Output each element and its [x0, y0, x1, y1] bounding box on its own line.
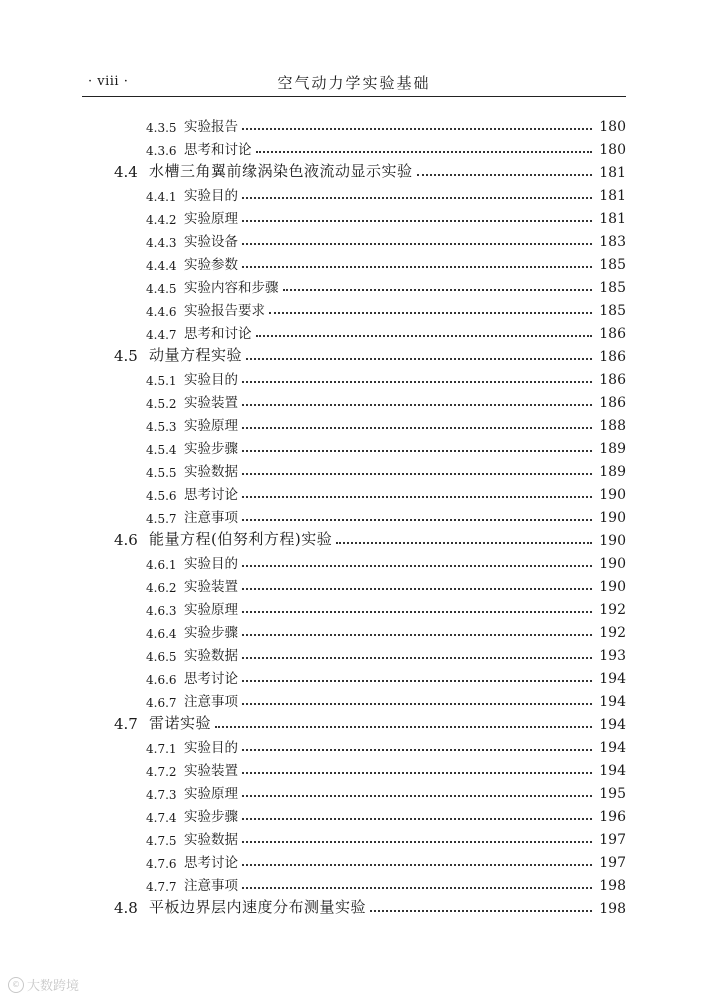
toc-subsection-entry[interactable]	[82, 848, 626, 871]
toc-leader-dots	[242, 427, 592, 429]
toc-entry-page: 181	[599, 188, 626, 204]
toc-entry-number: 4.4.1	[146, 190, 177, 204]
toc-entry-title: 实验数据	[184, 648, 238, 664]
toc-leader-dots	[417, 174, 592, 176]
toc-entry-title: 实验设备	[184, 234, 238, 250]
toc-entry-title: 注意事项	[184, 510, 238, 526]
toc-subsection-entry[interactable]	[82, 273, 626, 296]
toc-leader-dots	[242, 772, 592, 774]
toc-entry-number: 4.3.6	[146, 144, 177, 158]
toc-subsection-entry[interactable]	[82, 687, 626, 710]
toc-entry-number: 4.4	[114, 163, 138, 181]
toc-entry-page: 196	[599, 809, 626, 825]
toc-entry-number: 4.6.6	[146, 673, 177, 687]
toc-entry-page: 198	[599, 901, 626, 917]
toc-subsection-entry[interactable]	[82, 388, 626, 411]
toc-entry-number: 4.5.6	[146, 489, 177, 503]
toc-entry-page: 192	[599, 625, 626, 641]
watermark	[8, 975, 79, 994]
toc-entry-title: 实验原理	[184, 786, 238, 802]
toc-leader-dots	[242, 703, 592, 705]
toc-subsection-entry[interactable]	[82, 480, 626, 503]
toc-entry-number: 4.7.3	[146, 788, 177, 802]
toc-entry-page: 190	[599, 556, 626, 572]
toc-entry-page: 189	[599, 441, 626, 457]
toc-entry-title: 实验步骤	[184, 625, 238, 641]
toc-entry-title: 实验步骤	[184, 441, 238, 457]
toc-entry-title: 实验目的	[184, 188, 238, 204]
toc-entry-page: 194	[599, 717, 626, 733]
toc-leader-dots	[269, 312, 592, 314]
toc-leader-dots	[242, 450, 592, 452]
toc-leader-dots	[242, 128, 592, 130]
toc-entry-page: 189	[599, 464, 626, 480]
toc-leader-dots	[256, 335, 593, 337]
toc-entry-page: 194	[599, 740, 626, 756]
toc-subsection-entry[interactable]	[82, 572, 626, 595]
toc-entry-number: 4.6.7	[146, 696, 177, 710]
toc-entry-number: 4.5.2	[146, 397, 177, 411]
toc-entry-number: 4.5	[114, 347, 138, 365]
toc-subsection-entry[interactable]	[82, 618, 626, 641]
toc-entry-title: 实验数据	[184, 832, 238, 848]
toc-subsection-entry[interactable]	[82, 319, 626, 342]
toc-entry-page: 192	[599, 602, 626, 618]
toc-section-entry[interactable]	[82, 894, 626, 917]
toc-entry-title: 实验装置	[184, 763, 238, 779]
toc-entry-number: 4.4.4	[146, 259, 177, 273]
toc-entry-title: 能量方程(伯努利方程)实验	[149, 530, 333, 548]
toc-entry-number: 4.7.2	[146, 765, 177, 779]
toc-entry-page: 181	[599, 165, 626, 181]
toc-subsection-entry[interactable]	[82, 296, 626, 319]
toc-subsection-entry[interactable]	[82, 503, 626, 526]
toc-entry-title: 实验报告要求	[184, 303, 265, 319]
toc-subsection-entry[interactable]	[82, 204, 626, 227]
toc-entry-number: 4.4.3	[146, 236, 177, 250]
toc-subsection-entry[interactable]	[82, 457, 626, 480]
toc-entry-title: 思考讨论	[184, 487, 238, 503]
watermark-logo-icon: ©	[8, 977, 24, 993]
toc-entry-number: 4.5.5	[146, 466, 177, 480]
toc-entry-page: 197	[599, 832, 626, 848]
toc-leader-dots	[336, 542, 592, 544]
toc-entry-page: 195	[599, 786, 626, 802]
toc-leader-dots	[242, 243, 592, 245]
toc-leader-dots	[256, 151, 593, 153]
running-header	[82, 70, 626, 97]
toc-entry-number: 4.6.5	[146, 650, 177, 664]
running-title: 空气动力学实验基础	[277, 74, 431, 92]
toc-leader-dots	[242, 611, 592, 613]
toc-leader-dots	[215, 726, 592, 728]
toc-entry-page: 188	[599, 418, 626, 434]
toc-entry-title: 思考讨论	[184, 671, 238, 687]
toc-entry-number: 4.7.6	[146, 857, 177, 871]
toc-subsection-entry[interactable]	[82, 595, 626, 618]
toc-entry-page: 185	[599, 257, 626, 273]
toc-leader-dots	[242, 657, 592, 659]
toc-leader-dots	[242, 197, 592, 199]
toc-subsection-entry[interactable]	[82, 112, 626, 135]
toc-subsection-entry[interactable]	[82, 135, 626, 158]
toc-entry-title: 实验原理	[184, 602, 238, 618]
toc-leader-dots	[246, 358, 592, 360]
toc-leader-dots	[242, 749, 592, 751]
toc-subsection-entry[interactable]	[82, 641, 626, 664]
toc-leader-dots	[242, 841, 592, 843]
toc-entry-page: 185	[599, 303, 626, 319]
toc-entry-title: 实验原理	[184, 211, 238, 227]
toc-entry-title: 实验步骤	[184, 809, 238, 825]
toc-entry-number: 4.5.7	[146, 512, 177, 526]
toc-leader-dots	[242, 220, 592, 222]
toc-subsection-entry[interactable]	[82, 227, 626, 250]
toc-leader-dots	[242, 634, 592, 636]
toc-leader-dots	[242, 496, 592, 498]
toc-entry-number: 4.4.7	[146, 328, 177, 342]
toc-leader-dots	[370, 910, 592, 912]
toc-entry-number: 4.6.4	[146, 627, 177, 641]
toc-entry-page: 180	[599, 142, 626, 158]
toc-entry-page: 185	[599, 280, 626, 296]
toc-leader-dots	[242, 565, 592, 567]
toc-entry-number: 4.7.1	[146, 742, 177, 756]
page-folio: · viii ·	[88, 74, 129, 89]
toc-entry-page: 181	[599, 211, 626, 227]
toc-entry-number: 4.7.4	[146, 811, 177, 825]
toc-leader-dots	[242, 266, 592, 268]
toc-subsection-entry[interactable]	[82, 733, 626, 756]
toc-leader-dots	[242, 519, 592, 521]
toc-entry-number: 4.5.4	[146, 443, 177, 457]
toc-section-entry[interactable]	[82, 710, 626, 733]
toc-entry-number: 4.4.2	[146, 213, 177, 227]
toc-entry-title: 思考和讨论	[184, 326, 252, 342]
toc-entry-page: 180	[599, 119, 626, 135]
watermark-text: 大数跨境	[27, 979, 80, 994]
toc-subsection-entry[interactable]	[82, 664, 626, 687]
toc-section-entry[interactable]	[82, 526, 626, 549]
toc-leader-dots	[242, 381, 592, 383]
toc-section-entry[interactable]	[82, 342, 626, 365]
toc-entry-page: 198	[599, 878, 626, 894]
toc-subsection-entry[interactable]	[82, 802, 626, 825]
toc-leader-dots	[242, 887, 592, 889]
toc-entry-number: 4.7.7	[146, 880, 177, 894]
toc-entry-page: 186	[599, 326, 626, 342]
toc-entry-title: 实验参数	[184, 257, 238, 273]
toc-entry-title: 实验目的	[184, 372, 238, 388]
toc-leader-dots	[242, 588, 592, 590]
toc-leader-dots	[283, 289, 593, 291]
toc-entry-page: 190	[599, 510, 626, 526]
toc-entry-page: 194	[599, 763, 626, 779]
toc-entry-number: 4.7	[114, 715, 138, 733]
toc-entry-title: 实验报告	[184, 119, 238, 135]
toc-entry-title: 注意事项	[184, 878, 238, 894]
toc-entry-number: 4.4.5	[146, 282, 177, 296]
toc-entry-page: 197	[599, 855, 626, 871]
toc-entry-number: 4.6.3	[146, 604, 177, 618]
toc-entry-title: 雷诺实验	[149, 714, 212, 732]
toc-entry-page: 190	[599, 579, 626, 595]
toc-subsection-entry[interactable]	[82, 434, 626, 457]
toc-entry-title: 水槽三角翼前缘涡染色液流动显示实验	[149, 162, 413, 180]
toc-entry-page: 186	[599, 372, 626, 388]
toc-subsection-entry[interactable]	[82, 756, 626, 779]
toc-entry-title: 实验原理	[184, 418, 238, 434]
toc-entry-page: 186	[599, 349, 626, 365]
toc-subsection-entry[interactable]	[82, 250, 626, 273]
toc-subsection-entry[interactable]	[82, 825, 626, 848]
toc-entry-page: 190	[599, 487, 626, 503]
toc-subsection-entry[interactable]	[82, 779, 626, 802]
toc-leader-dots	[242, 864, 592, 866]
toc-entry-number: 4.5.1	[146, 374, 177, 388]
toc-leader-dots	[242, 795, 592, 797]
toc-entry-number: 4.6.2	[146, 581, 177, 595]
toc-subsection-entry[interactable]	[82, 871, 626, 894]
toc-leader-dots	[242, 473, 592, 475]
toc-entry-page: 194	[599, 694, 626, 710]
toc-entry-title: 平板边界层内速度分布测量实验	[149, 898, 367, 916]
toc-entry-title: 实验目的	[184, 556, 238, 572]
toc-entry-title: 注意事项	[184, 694, 238, 710]
toc-entry-number: 4.3.5	[146, 121, 177, 135]
toc-entry-number: 4.7.5	[146, 834, 177, 848]
toc-leader-dots	[242, 680, 592, 682]
toc-entry-number: 4.5.3	[146, 420, 177, 434]
toc-entry-title: 实验装置	[184, 579, 238, 595]
toc-subsection-entry[interactable]	[82, 549, 626, 572]
toc-entry-title: 动量方程实验	[149, 346, 243, 364]
toc-entry-title: 实验装置	[184, 395, 238, 411]
toc-entry-title: 实验目的	[184, 740, 238, 756]
toc-subsection-entry[interactable]	[82, 181, 626, 204]
toc-entry-title: 实验数据	[184, 464, 238, 480]
toc-subsection-entry[interactable]	[82, 411, 626, 434]
toc-entry-number: 4.8	[114, 899, 138, 917]
toc-subsection-entry[interactable]	[82, 365, 626, 388]
toc-entry-page: 183	[599, 234, 626, 250]
toc-entry-page: 186	[599, 395, 626, 411]
table-of-contents	[82, 112, 626, 917]
toc-entry-number: 4.6.1	[146, 558, 177, 572]
toc-entry-title: 实验内容和步骤	[184, 280, 279, 296]
toc-entry-title: 思考和讨论	[184, 142, 252, 158]
toc-entry-number: 4.6	[114, 531, 138, 549]
toc-entry-page: 194	[599, 671, 626, 687]
toc-leader-dots	[242, 818, 592, 820]
toc-entry-number: 4.4.6	[146, 305, 177, 319]
toc-entry-title: 思考讨论	[184, 855, 238, 871]
toc-entry-page: 193	[599, 648, 626, 664]
toc-entry-page: 190	[599, 533, 626, 549]
toc-leader-dots	[242, 404, 592, 406]
toc-section-entry[interactable]	[82, 158, 626, 181]
